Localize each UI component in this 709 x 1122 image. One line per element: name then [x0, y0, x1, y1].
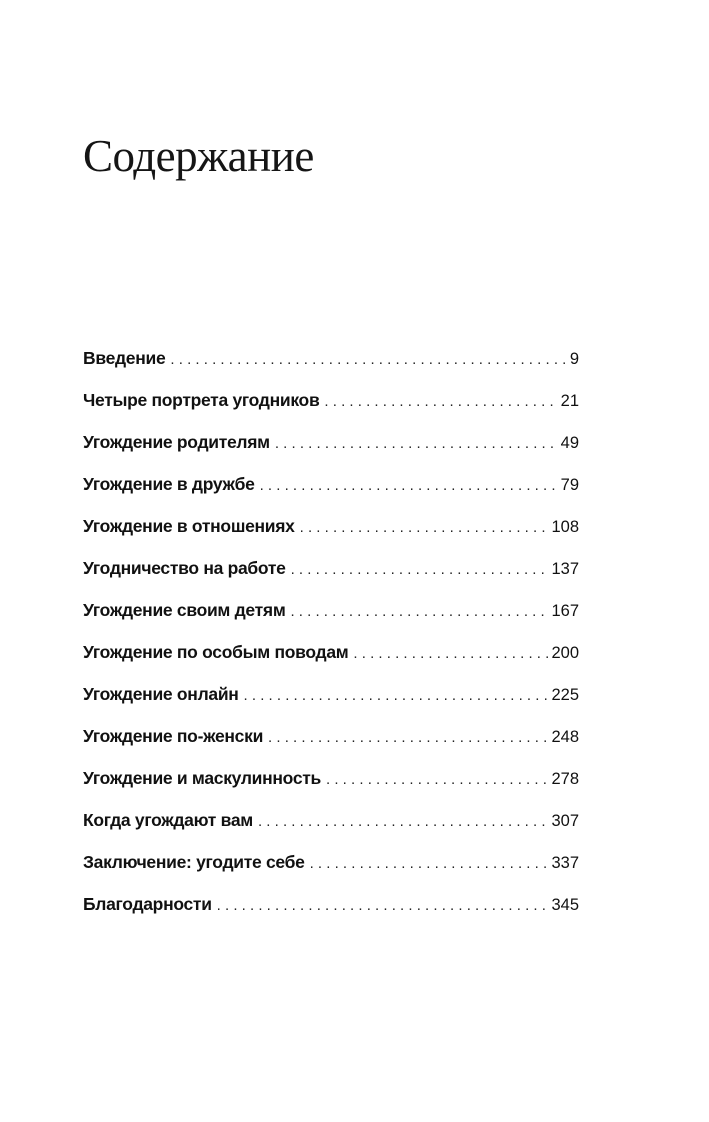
toc-dot-leader [324, 387, 557, 417]
toc-entry[interactable] [83, 427, 579, 469]
toc-entry[interactable] [83, 343, 579, 385]
toc-entry-title: Угождение в дружбе [83, 474, 255, 494]
toc-entry-title: Угождение по особым поводам [83, 642, 349, 662]
toc-dot-leader [310, 849, 549, 879]
toc-entry-title: Угождение по-женски [83, 726, 264, 746]
toc-entry-title: Заключение: угодите себе [83, 852, 305, 872]
toc-dot-leader [170, 345, 566, 375]
page-title: Содержание [83, 131, 314, 181]
toc-dot-leader [290, 597, 548, 627]
toc-dot-leader [291, 555, 549, 585]
toc-entry-page: 21 [560, 392, 579, 410]
toc-entry-title: Угождение родителям [83, 432, 270, 452]
toc-entry[interactable] [83, 595, 579, 637]
toc-entry-page: 345 [551, 896, 579, 914]
toc-entry-page: 108 [551, 518, 579, 536]
toc-entry[interactable] [83, 805, 579, 847]
toc-entry-page: 137 [551, 560, 579, 578]
toc-entry[interactable] [83, 511, 579, 553]
toc-entry-title: Угодничество на работе [83, 558, 286, 578]
toc-entry-page: 278 [551, 770, 579, 788]
toc-entry-title: Благодарности [83, 894, 212, 914]
toc-entry-page: 225 [551, 686, 579, 704]
toc-dot-leader [275, 429, 558, 459]
toc-entry-title: Угождение и маскулинность [83, 768, 322, 788]
table-of-contents [83, 343, 579, 931]
toc-entry[interactable] [83, 469, 579, 511]
toc-entry-page: 49 [560, 434, 579, 452]
toc-entry-page: 248 [551, 728, 579, 746]
toc-entry[interactable] [83, 889, 579, 931]
toc-entry-page: 307 [551, 812, 579, 830]
toc-entry[interactable] [83, 679, 579, 721]
toc-entry[interactable] [83, 385, 579, 427]
toc-entry-title: Угождение онлайн [83, 684, 239, 704]
toc-dot-leader [326, 765, 548, 795]
toc-dot-leader [258, 807, 549, 837]
toc-entry[interactable] [83, 721, 579, 763]
toc-dot-leader [217, 891, 549, 921]
toc-entry-title: Четыре портрета угодников [83, 390, 320, 410]
toc-dot-leader [260, 471, 558, 501]
toc-entry[interactable] [83, 847, 579, 889]
toc-entry[interactable] [83, 637, 579, 679]
toc-dot-leader [268, 723, 548, 753]
toc-entry-page: 79 [560, 476, 579, 494]
toc-entry[interactable] [83, 553, 579, 595]
toc-dot-leader [353, 639, 548, 669]
toc-entry-title: Введение [83, 348, 166, 368]
toc-entry-page: 9 [569, 350, 579, 368]
toc-dot-leader [244, 681, 549, 711]
toc-entry-title: Угождение своим детям [83, 600, 286, 620]
toc-entry-title: Когда угождают вам [83, 810, 253, 830]
toc-entry[interactable] [83, 763, 579, 805]
toc-dot-leader [300, 513, 549, 543]
toc-entry-page: 337 [551, 854, 579, 872]
toc-entry-page: 200 [551, 644, 579, 662]
toc-entry-page: 167 [551, 602, 579, 620]
toc-entry-title: Угождение в отношениях [83, 516, 295, 536]
